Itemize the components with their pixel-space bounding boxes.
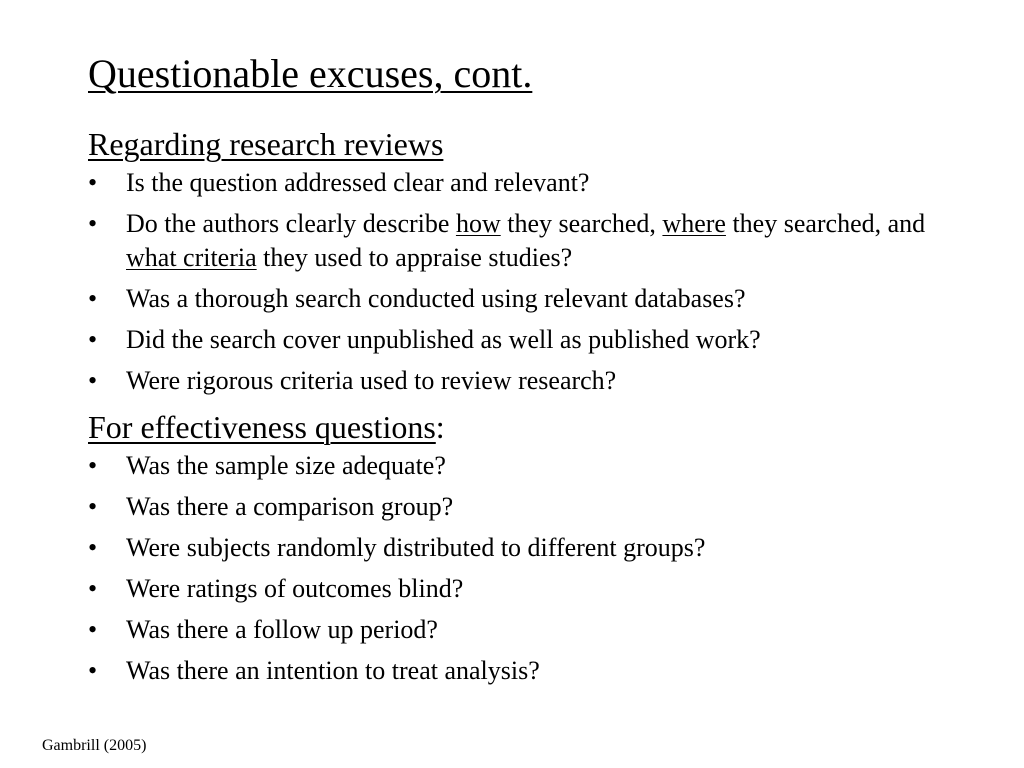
list-item: [88, 572, 948, 606]
list-item-text-part: they searched,: [500, 209, 663, 238]
list-item-text-part: they searched, and: [725, 209, 926, 238]
emphasis-how: how: [455, 209, 501, 238]
section-heading-research-reviews-text: Regarding research reviews: [88, 126, 444, 162]
bullet-icon: •: [88, 615, 98, 644]
bullet-icon: •: [88, 533, 98, 562]
list-item-text: Were rigorous criteria used to review research?: [126, 366, 617, 395]
list-item-text-part: Do the authors clearly describe: [126, 209, 456, 238]
bullet-icon: •: [88, 325, 98, 354]
list-item: [88, 531, 948, 565]
list-item-text: Did the search cover unpublished as well as published work?: [126, 325, 761, 354]
bullet-icon: •: [88, 284, 98, 313]
bullet-icon: •: [88, 451, 98, 480]
list-item-text: Was a thorough search conducted using relevant databases?: [126, 284, 746, 313]
section-heading-effectiveness: [88, 405, 948, 449]
list-item-text: Was there a follow up period?: [126, 615, 438, 644]
bullet-icon: •: [88, 574, 98, 603]
list-item-text: Was the sample size adequate?: [126, 451, 446, 480]
research-reviews-list: [88, 166, 948, 398]
list-item-text: Was there a comparison group?: [126, 492, 454, 521]
list-item-text: Were subjects randomly distributed to different groups?: [126, 533, 706, 562]
citation-footer: Gambrill (2005): [42, 737, 147, 754]
list-item-text: [126, 209, 925, 272]
list-item: [88, 323, 948, 357]
list-item: [88, 364, 948, 398]
section-heading-effectiveness-text: For effectiveness questions: [88, 409, 436, 445]
section-heading-research-reviews: [88, 122, 948, 166]
bullet-icon: •: [88, 492, 98, 521]
list-item: [88, 166, 948, 200]
list-item: [88, 654, 948, 688]
list-item-text: Is the question addressed clear and relevant?: [126, 168, 590, 197]
section-heading-suffix: :: [435, 409, 445, 445]
list-item: [88, 490, 948, 524]
list-item: [88, 207, 948, 275]
list-item-text: Was there an intention to treat analysis?: [126, 656, 540, 685]
bullet-icon: •: [88, 656, 98, 685]
emphasis-what-criteria: what criteria: [126, 243, 257, 272]
list-item-text-part: they used to appraise studies?: [256, 243, 573, 272]
bullet-icon: •: [88, 366, 98, 395]
bullet-icon: •: [88, 168, 98, 197]
slide-content: [88, 122, 948, 695]
bullet-icon: •: [88, 209, 98, 238]
effectiveness-list: [88, 449, 948, 688]
list-item: [88, 282, 948, 316]
slide-title: Questionable excuses, cont.: [88, 51, 533, 96]
emphasis-where: where: [662, 209, 726, 238]
list-item-text: Were ratings of outcomes blind?: [126, 574, 464, 603]
list-item: [88, 613, 948, 647]
list-item: [88, 449, 948, 483]
